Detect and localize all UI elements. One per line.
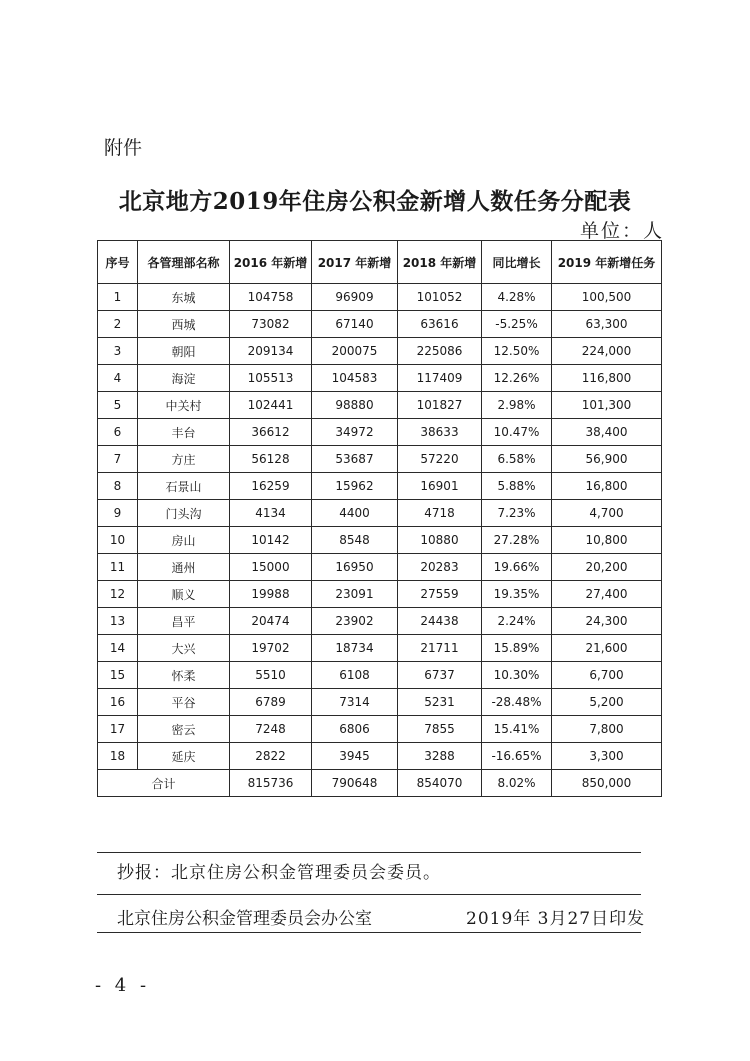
cell-task-2019: 21,600: [552, 635, 662, 662]
cell-new-2017: 8548: [312, 527, 398, 554]
cell-yoy: 4.28%: [482, 284, 552, 311]
cell-new-2017: 200075: [312, 338, 398, 365]
cell-name: 房山: [138, 527, 230, 554]
cell-new-2018: 38633: [398, 419, 482, 446]
cell-new-2018: 6737: [398, 662, 482, 689]
cell-new-2016: 7248: [230, 716, 312, 743]
cell-task-2019: 6,700: [552, 662, 662, 689]
cell-yoy: -5.25%: [482, 311, 552, 338]
cell-new-2016: 20474: [230, 608, 312, 635]
cell-yoy: 2.24%: [482, 608, 552, 635]
cell-new-2018: 4718: [398, 500, 482, 527]
cell-new-2017: 6108: [312, 662, 398, 689]
cell-name: 海淀: [138, 365, 230, 392]
cell-name: 朝阳: [138, 338, 230, 365]
table-row: [98, 311, 662, 338]
table-row: [98, 446, 662, 473]
issued-date: 2019年 3月27日印发: [466, 909, 646, 929]
table-row: [98, 662, 662, 689]
cell-new-2017: 23902: [312, 608, 398, 635]
cell-no: 15: [98, 662, 138, 689]
cell-yoy: 2.98%: [482, 392, 552, 419]
cell-new-2017: 96909: [312, 284, 398, 311]
cell-no: 18: [98, 743, 138, 770]
table-row: [98, 527, 662, 554]
cell-new-2018: 101052: [398, 284, 482, 311]
cell-new-2016: 15000: [230, 554, 312, 581]
cell-name: 平谷: [138, 689, 230, 716]
table-row: [98, 365, 662, 392]
cell-name: 西城: [138, 311, 230, 338]
cell-new-2017: 98880: [312, 392, 398, 419]
cell-yoy: -28.48%: [482, 689, 552, 716]
cell-task-2019: 24,300: [552, 608, 662, 635]
cell-yoy: 6.58%: [482, 446, 552, 473]
cell-new-2018: 27559: [398, 581, 482, 608]
page-number: - 4 -: [95, 975, 151, 996]
cell-no: 6: [98, 419, 138, 446]
table-row: [98, 419, 662, 446]
cell-new-2016: 102441: [230, 392, 312, 419]
cc-line: 抄报：北京住房公积金管理委员会委员。: [117, 863, 441, 883]
cell-no: 16: [98, 689, 138, 716]
unit-label: 单位：人: [579, 220, 664, 242]
total-new-2017: 790648: [312, 770, 398, 797]
cell-new-2016: 36612: [230, 419, 312, 446]
cell-no: 12: [98, 581, 138, 608]
cell-task-2019: 7,800: [552, 716, 662, 743]
cell-new-2018: 3288: [398, 743, 482, 770]
cell-new-2017: 104583: [312, 365, 398, 392]
cell-name: 怀柔: [138, 662, 230, 689]
table-row: [98, 338, 662, 365]
cell-no: 14: [98, 635, 138, 662]
cell-name: 门头沟: [138, 500, 230, 527]
table-row: [98, 608, 662, 635]
footer-rule-bottom: [97, 932, 641, 933]
cell-yoy: -16.65%: [482, 743, 552, 770]
cell-task-2019: 4,700: [552, 500, 662, 527]
header-new-2017: 2017 年新增: [312, 241, 398, 284]
cell-name: 方庄: [138, 446, 230, 473]
cell-no: 17: [98, 716, 138, 743]
cell-new-2018: 24438: [398, 608, 482, 635]
cell-new-2017: 6806: [312, 716, 398, 743]
header-new-2018: 2018 年新增: [398, 241, 482, 284]
table-header-row: [98, 241, 662, 284]
cell-new-2016: 73082: [230, 311, 312, 338]
table-body: [98, 284, 662, 770]
cell-new-2018: 7855: [398, 716, 482, 743]
cell-new-2016: 19702: [230, 635, 312, 662]
document-title: 北京地方2019年住房公积金新增人数任务分配表: [118, 188, 632, 215]
cell-no: 7: [98, 446, 138, 473]
footer-rule-top: [97, 852, 641, 853]
cell-task-2019: 224,000: [552, 338, 662, 365]
cell-no: 3: [98, 338, 138, 365]
cell-name: 昌平: [138, 608, 230, 635]
table-row: [98, 473, 662, 500]
cell-name: 密云: [138, 716, 230, 743]
cell-task-2019: 27,400: [552, 581, 662, 608]
cell-new-2017: 4400: [312, 500, 398, 527]
table-row: [98, 392, 662, 419]
cell-no: 5: [98, 392, 138, 419]
cell-name: 石景山: [138, 473, 230, 500]
cell-new-2017: 53687: [312, 446, 398, 473]
cell-yoy: 27.28%: [482, 527, 552, 554]
cell-new-2017: 34972: [312, 419, 398, 446]
cell-yoy: 12.50%: [482, 338, 552, 365]
cell-task-2019: 56,900: [552, 446, 662, 473]
cell-new-2018: 63616: [398, 311, 482, 338]
cell-task-2019: 101,300: [552, 392, 662, 419]
table-row: [98, 635, 662, 662]
cell-name: 丰台: [138, 419, 230, 446]
header-yoy: 同比增长: [482, 241, 552, 284]
cell-new-2017: 67140: [312, 311, 398, 338]
cell-new-2016: 4134: [230, 500, 312, 527]
table-row: [98, 500, 662, 527]
cell-new-2018: 10880: [398, 527, 482, 554]
cell-new-2018: 101827: [398, 392, 482, 419]
cell-new-2016: 10142: [230, 527, 312, 554]
cell-yoy: 10.30%: [482, 662, 552, 689]
issuer-office: 北京住房公积金管理委员会办公室: [117, 909, 372, 929]
cell-yoy: 7.23%: [482, 500, 552, 527]
total-new-2016: 815736: [230, 770, 312, 797]
cell-new-2017: 16950: [312, 554, 398, 581]
cell-task-2019: 16,800: [552, 473, 662, 500]
cell-no: 8: [98, 473, 138, 500]
total-new-2018: 854070: [398, 770, 482, 797]
cell-task-2019: 20,200: [552, 554, 662, 581]
cell-new-2018: 57220: [398, 446, 482, 473]
cell-new-2016: 5510: [230, 662, 312, 689]
cell-new-2018: 5231: [398, 689, 482, 716]
cell-new-2018: 16901: [398, 473, 482, 500]
cell-new-2016: 6789: [230, 689, 312, 716]
cell-yoy: 19.35%: [482, 581, 552, 608]
cell-task-2019: 63,300: [552, 311, 662, 338]
cell-task-2019: 100,500: [552, 284, 662, 311]
cell-yoy: 5.88%: [482, 473, 552, 500]
cell-task-2019: 10,800: [552, 527, 662, 554]
cell-yoy: 19.66%: [482, 554, 552, 581]
table-row: [98, 284, 662, 311]
cell-name: 中关村: [138, 392, 230, 419]
total-row: [98, 770, 662, 797]
cell-new-2017: 7314: [312, 689, 398, 716]
cell-no: 4: [98, 365, 138, 392]
cell-no: 1: [98, 284, 138, 311]
header-name: 各管理部名称: [138, 241, 230, 284]
cell-name: 东城: [138, 284, 230, 311]
cell-name: 顺义: [138, 581, 230, 608]
cell-new-2016: 209134: [230, 338, 312, 365]
table-row: [98, 554, 662, 581]
cell-task-2019: 38,400: [552, 419, 662, 446]
cell-new-2017: 23091: [312, 581, 398, 608]
cell-new-2018: 21711: [398, 635, 482, 662]
cell-new-2018: 20283: [398, 554, 482, 581]
cell-new-2017: 18734: [312, 635, 398, 662]
allocation-table: [97, 240, 662, 797]
header-task-2019: 2019 年新增任务: [552, 241, 662, 284]
total-yoy: 8.02%: [482, 770, 552, 797]
header-new-2016: 2016 年新增: [230, 241, 312, 284]
cell-name: 大兴: [138, 635, 230, 662]
cell-new-2018: 117409: [398, 365, 482, 392]
cell-no: 11: [98, 554, 138, 581]
cell-no: 10: [98, 527, 138, 554]
cell-new-2016: 105513: [230, 365, 312, 392]
annex-label: 附件: [104, 137, 143, 159]
cell-new-2016: 56128: [230, 446, 312, 473]
cell-yoy: 12.26%: [482, 365, 552, 392]
table-row: [98, 743, 662, 770]
total-task-2019: 850,000: [552, 770, 662, 797]
header-no: 序号: [98, 241, 138, 284]
cell-yoy: 15.89%: [482, 635, 552, 662]
cell-new-2017: 3945: [312, 743, 398, 770]
cell-new-2016: 19988: [230, 581, 312, 608]
cell-task-2019: 3,300: [552, 743, 662, 770]
footer-rule-middle: [97, 894, 641, 895]
cell-new-2016: 2822: [230, 743, 312, 770]
cell-task-2019: 116,800: [552, 365, 662, 392]
cell-yoy: 10.47%: [482, 419, 552, 446]
table-row: [98, 581, 662, 608]
cell-no: 13: [98, 608, 138, 635]
cell-name: 通州: [138, 554, 230, 581]
table-row: [98, 689, 662, 716]
cell-new-2016: 104758: [230, 284, 312, 311]
cell-no: 9: [98, 500, 138, 527]
cell-task-2019: 5,200: [552, 689, 662, 716]
cell-yoy: 15.41%: [482, 716, 552, 743]
cell-new-2017: 15962: [312, 473, 398, 500]
cell-no: 2: [98, 311, 138, 338]
cell-name: 延庆: [138, 743, 230, 770]
table-row: [98, 716, 662, 743]
cell-new-2018: 225086: [398, 338, 482, 365]
total-label: 合计: [98, 770, 230, 797]
cell-new-2016: 16259: [230, 473, 312, 500]
